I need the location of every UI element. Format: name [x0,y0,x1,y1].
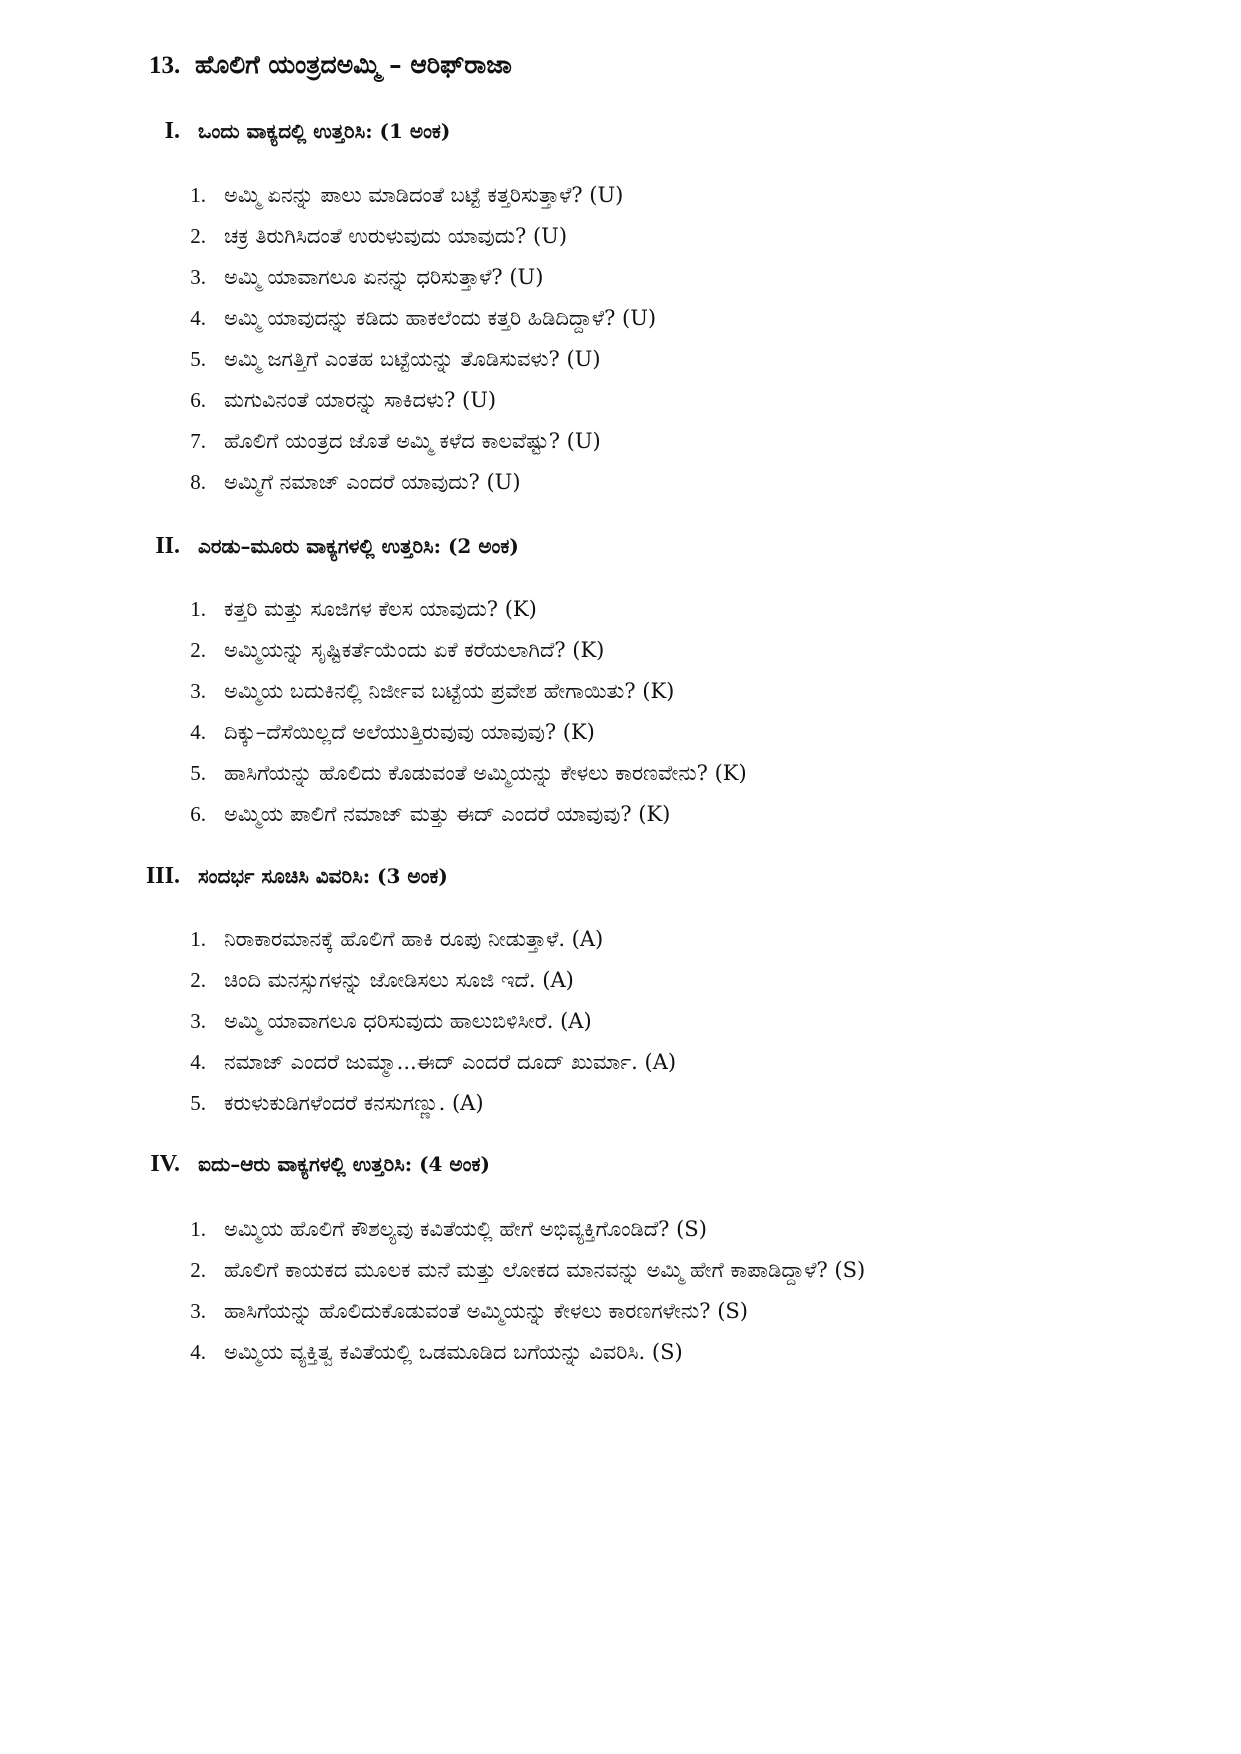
question-text: ಅಮ್ಮಿಯ ಪಾಲಿಗೆ ನಮಾಜ್ ಮತ್ತು ಈದ್ ಎಂದರೆ ಯಾವುವು? (K) [224,802,671,826]
lesson-number: 13. [149,52,181,79]
question-text: ಅಮ್ಮಿಯ ವ್ಯಕ್ತಿತ್ವ ಕವಿತೆಯಲ್ಲಿ ಒಡಮೂಡಿದ ಬಗೆಯನ್ನು ವಿವರಿಸಿ. (S) [224,1340,683,1364]
section-heading-2 [120,533,519,560]
question-number: 7. [190,429,206,453]
question-text: ಹೊಲಿಗೆ ಕಾಯಕದ ಮೂಲಕ ಮನೆ ಮತ್ತು ಲೋಕದ ಮಾನವನ್ನು ಅಮ್ಮಿ ಹೇಗೆ ಕಾಪಾಡಿದ್ದಾಳೆ? (S) [224,1258,866,1282]
question-number: 3. [190,679,206,703]
question-number: 2. [190,1258,206,1282]
question-text: ಚಕ್ರ ತಿರುಗಿಸಿದಂತೆ ಉರುಳುವುದು ಯಾವುದು? (U) [224,224,568,248]
question-number: 1. [190,1217,206,1241]
question-text: ಅಮ್ಮಿ ಯಾವುದನ್ನು ಕಡಿದು ಹಾಕಲೆಂದು ಕತ್ತರಿ ಹಿಡಿದಿದ್ದಾಳೆ? (U) [224,306,657,330]
question-number: 1. [190,597,206,621]
question-text: ಹಾಸಿಗೆಯನ್ನು ಹೊಲಿದುಕೊಡುವಂತೆ ಅಮ್ಮಿಯನ್ನು ಕೇಳಲು ಕಾರಣಗಳೇನು? (S) [224,1299,748,1323]
question-text: ಹಾಸಿಗೆಯನ್ನು ಹೊಲಿದು ಕೊಡುವಂತೆ ಅಮ್ಮಿಯನ್ನು ಕೇಳಲು ಕಾರಣವೇನು? (K) [224,761,747,785]
section-heading-text: ಎರಡು–ಮೂರು ವಾಕ್ಯಗಳಲ್ಲಿ ಉತ್ತರಿಸಿ: (2 ಅಂಕ) [198,534,519,558]
section-roman: II. [155,533,180,559]
question-text: ಹೊಲಿಗೆ ಯಂತ್ರದ ಜೊತೆ ಅಮ್ಮಿ ಕಳೆದ ಕಾಲವೆಷ್ಟು? (U) [224,429,601,453]
question-number: 5. [190,1091,206,1115]
section-heading-text: ಒಂದು ವಾಕ್ಯದಲ್ಲಿ ಉತ್ತರಿಸಿ: (1 ಅಂಕ) [198,119,451,143]
question-number: 2. [190,638,206,662]
question-text: ಮಗುವಿನಂತೆ ಯಾರನ್ನು ಸಾಕಿದಳು? (U) [224,388,497,412]
question-text: ಅಮ್ಮಿಯನ್ನು ಸೃಷ್ಟಿಕರ್ತೆಯೆಂದು ಏಕೆ ಕರೆಯಲಾಗಿದೆ? (K) [224,638,605,662]
section-heading-4 [120,1151,490,1178]
section-heading-text: ಸಂದರ್ಭ ಸೂಚಿಸಿ ವಿವರಿಸಿ: (3 ಅಂಕ) [198,864,448,888]
question-number: 4. [190,1050,206,1074]
question-number: 5. [190,347,206,371]
section-roman: IV. [150,1151,180,1177]
section-heading-1 [120,118,450,145]
lesson-title [149,50,512,80]
question-text: ಚಿಂದಿ ಮನಸ್ಸುಗಳನ್ನು ಜೋಡಿಸಲು ಸೂಜಿ ಇದೆ. (A) [224,968,574,992]
question-number: 3. [190,1299,206,1323]
question-text: ನಿರಾಕಾರಮಾನಕ್ಕೆ ಹೊಲಿಗೆ ಹಾಕಿ ರೂಪು ನೀಡುತ್ತಾಳೆ. (A) [224,927,604,951]
question-text: ನಮಾಜ್ ಎಂದರೆ ಜುಮ್ಮಾ...ಈದ್ ಎಂದರೆ ದೂದ್ ಖುರ್ಮಾ. (A) [224,1050,677,1074]
question-number: 2. [190,968,206,992]
question-text: ಅಮ್ಮಿಯ ಬದುಕಿನಲ್ಲಿ ನಿರ್ಜೀವ ಬಟ್ಟೆಯ ಪ್ರವೇಶ ಹೇಗಾಯಿತು? (K) [224,679,675,703]
question-number: 6. [190,388,206,412]
question-text: ಕರುಳುಕುಡಿಗಳೆಂದರೆ ಕನಸುಗಣ್ಣು. (A) [224,1091,484,1115]
section-heading-text: ಐದು–ಆರು ವಾಕ್ಯಗಳಲ್ಲಿ ಉತ್ತರಿಸಿ: (4 ಅಂಕ) [198,1152,490,1176]
question-number: 3. [190,265,206,289]
question-number: 4. [190,720,206,744]
section-roman: I. [164,118,180,144]
question-number: 5. [190,761,206,785]
question-text: ಅಮ್ಮಿ ಯಾವಾಗಲೂ ಧರಿಸುವುದು ಹಾಲುಬಿಳಿಸೀರೆ. (A) [224,1009,592,1033]
question-text: ದಿಕ್ಕು–ದೆಸೆಯಿಲ್ಲದೆ ಅಲೆಯುತ್ತಿರುವುವು ಯಾವುವು? (K) [224,720,595,744]
question-number: 4. [190,306,206,330]
section-roman: III. [145,863,180,889]
question-number: 1. [190,927,206,951]
question-text: ಅಮ್ಮಿಯ ಹೊಲಿಗೆ ಕೌಶಲ್ಯವು ಕವಿತೆಯಲ್ಲಿ ಹೇಗೆ ಅಭಿವ್ಯಕ್ತಿಗೊಂಡಿದೆ? (S) [224,1217,707,1241]
question-number: 4. [190,1340,206,1364]
question-number: 2. [190,224,206,248]
question-text: ಅಮ್ಮಿ ಏನನ್ನು ಪಾಲು ಮಾಡಿದಂತೆ ಬಟ್ಟೆ ಕತ್ತರಿಸುತ್ತಾಳೆ? (U) [224,183,624,207]
question-text: ಅಮ್ಮಿಗೆ ನಮಾಜ್ ಎಂದರೆ ಯಾವುದು? (U) [224,470,521,494]
question-text: ಅಮ್ಮಿ ಜಗತ್ತಿಗೆ ಎಂತಹ ಬಟ್ಟೆಯನ್ನು ತೊಡಿಸುವಳು? (U) [224,347,601,371]
question-number: 8. [190,470,206,494]
question-text: ಅಮ್ಮಿ ಯಾವಾಗಲೂ ಏನನ್ನು ಧರಿಸುತ್ತಾಳೆ? (U) [224,265,544,289]
section-heading-3 [120,863,448,890]
question-number: 3. [190,1009,206,1033]
question-text: ಕತ್ತರಿ ಮತ್ತು ಸೂಜಿಗಳ ಕೆಲಸ ಯಾವುದು? (K) [224,597,537,621]
question-number: 1. [190,183,206,207]
lesson-title-text: ಹೊಲಿಗೆ ಯಂತ್ರದಅಮ್ಮಿ – ಆರಿಫ್‌ರಾಜಾ [194,50,512,79]
question-number: 6. [190,802,206,826]
